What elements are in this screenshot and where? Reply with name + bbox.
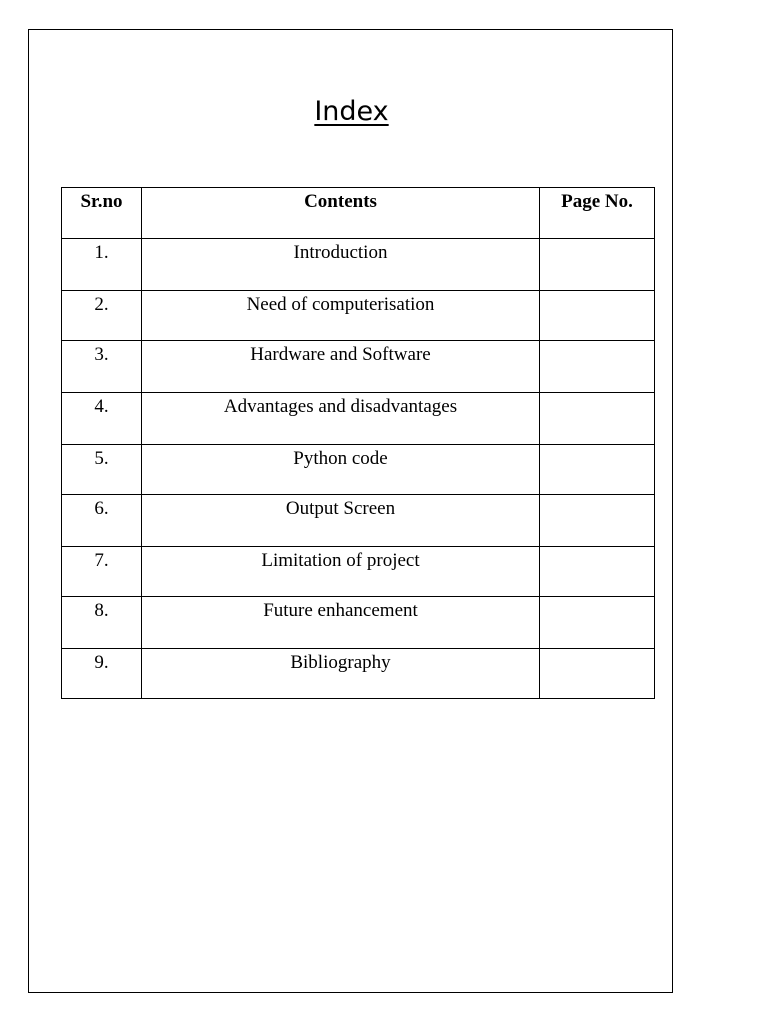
row-sr-no: 5. — [62, 445, 142, 495]
row-page-no — [540, 495, 655, 547]
row-page-no — [540, 445, 655, 495]
header-contents: Contents — [142, 188, 540, 239]
table-row — [62, 445, 655, 495]
row-page-no — [540, 291, 655, 341]
row-page-no — [540, 597, 655, 649]
table-row — [62, 597, 655, 649]
row-sr-no: 9. — [62, 649, 142, 699]
header-page-no: Page No. — [540, 188, 655, 239]
row-sr-no: 8. — [62, 597, 142, 649]
row-page-no — [540, 547, 655, 597]
table-header-row — [62, 188, 655, 239]
row-sr-no: 6. — [62, 495, 142, 547]
table-row — [62, 547, 655, 597]
page-title — [29, 94, 674, 130]
index-table — [61, 187, 655, 699]
row-content: Limitation of project — [142, 547, 540, 597]
row-page-no — [540, 649, 655, 699]
row-content: Bibliography — [142, 649, 540, 699]
row-page-no — [540, 341, 655, 393]
row-content: Introduction — [142, 239, 540, 291]
row-sr-no: 1. — [62, 239, 142, 291]
document-page — [28, 29, 673, 993]
row-content: Advantages and disadvantages — [142, 393, 540, 445]
row-sr-no: 7. — [62, 547, 142, 597]
table-row — [62, 291, 655, 341]
table-row — [62, 649, 655, 699]
row-sr-no: 3. — [62, 341, 142, 393]
row-content: Hardware and Software — [142, 341, 540, 393]
row-content: Need of computerisation — [142, 291, 540, 341]
row-sr-no: 2. — [62, 291, 142, 341]
row-page-no — [540, 393, 655, 445]
table-row — [62, 239, 655, 291]
row-content: Output Screen — [142, 495, 540, 547]
table-row — [62, 495, 655, 547]
table-row — [62, 341, 655, 393]
table-row — [62, 393, 655, 445]
page-title-text: Index — [314, 96, 389, 127]
header-sr-no: Sr.no — [62, 188, 142, 239]
row-content: Future enhancement — [142, 597, 540, 649]
row-content: Python code — [142, 445, 540, 495]
row-sr-no: 4. — [62, 393, 142, 445]
row-page-no — [540, 239, 655, 291]
